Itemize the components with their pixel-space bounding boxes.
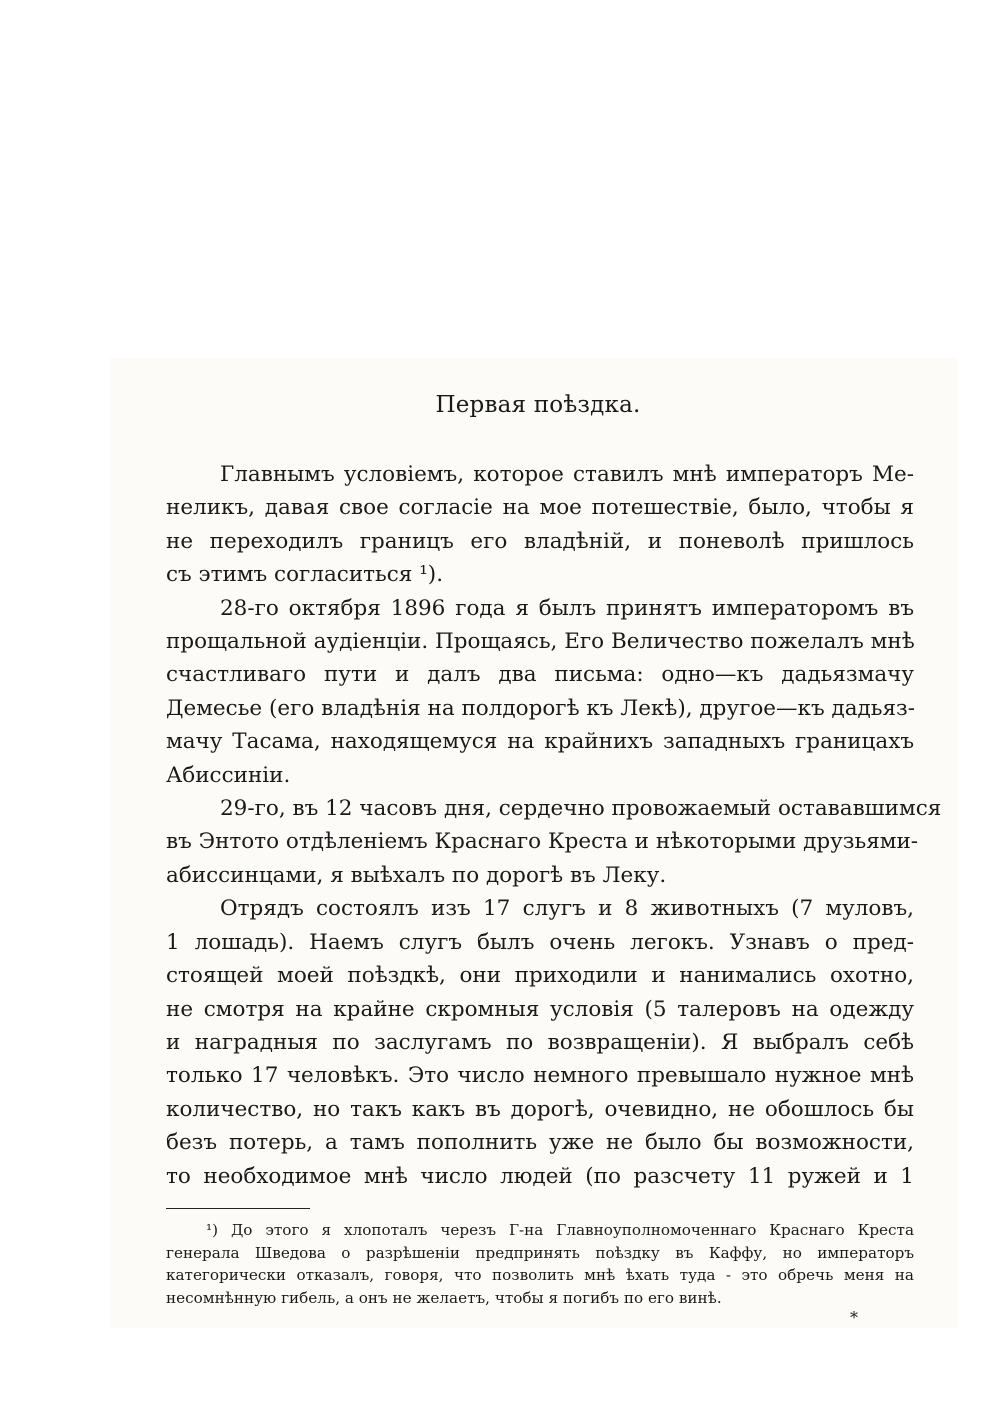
chapter-heading: Первая поѣздка.: [435, 392, 641, 418]
text-line: только 17 человѣкъ. Это число немного превышало нужное мнѣ: [166, 1063, 914, 1089]
text-line: мачу Тасама, находящемуся на крайнихъ западныхъ границахъ: [166, 729, 914, 755]
text-line: 28-го октября 1896 года я былъ принятъ императоромъ въ: [220, 595, 914, 621]
text-line: не смотря на крайне скромныя условія (5 талеровъ на одежду: [166, 996, 914, 1022]
signature-mark: *: [850, 1308, 858, 1327]
text-line: абиссинцами, я выѣхалъ по дорогѣ въ Леку.: [166, 862, 667, 888]
text-line: стоящей моей поѣздкѣ, они приходили и нанимались охотно,: [166, 963, 914, 989]
footnote-divider: [166, 1208, 310, 1209]
text-line: прощальной аудіенціи. Прощаясь, Его Величество пожелалъ мнѣ: [166, 629, 915, 655]
footnote: [166, 1219, 914, 1309]
text-line: то необходимое мнѣ число людей (по разсчету 11 ружей и 1: [166, 1163, 914, 1189]
footnote-line: ¹) До этого я хлопоталъ черезъ Г-на Главноуполномоченнаго Краснаго Креста: [206, 1221, 914, 1239]
footnote-line: категорически отказалъ, говоря, что позволить мнѣ ѣхать туда - это обречь меня на: [166, 1266, 914, 1285]
text-line: Главнымъ условіемъ, которое ставилъ мнѣ императоръ Ме-: [220, 462, 914, 487]
text-line: не переходилъ границъ его владѣній, и поневолѣ пришлось: [166, 528, 914, 554]
text-line: Абиссиніи.: [166, 762, 291, 788]
text-line: количество, но такъ какъ въ дорогѣ, очевидно, не обошлось бы: [166, 1096, 914, 1122]
text-line: неликъ, давая свое согласіе на мое потешествіе, было, чтобы я: [166, 495, 914, 521]
text-line: счастливаго пути и далъ два письма: одно—къ дадьязмачу: [166, 662, 914, 688]
text-line: Демесье (его владѣнія на полдорогѣ къ Лекѣ), другое—къ дадьяз-: [166, 695, 916, 721]
footnote-line: несомнѣнную гибель, а онъ не желаетъ, чтобы я погибъ по его винѣ.: [166, 1288, 722, 1307]
text-line: 1 лошадь). Наемъ слугъ былъ очень легокъ. Узнавъ о пред-: [166, 929, 914, 955]
text-line: съ этимъ согласиться ¹).: [166, 562, 444, 588]
text-line: 29-го, въ 12 часовъ дня, сердечно провожаемый остававшимся: [220, 796, 942, 822]
body-text: [166, 458, 942, 1193]
text-line: и наградныя по заслугамъ по возвращеніи). Я выбралъ себѣ: [166, 1029, 914, 1055]
text-line: Отрядъ состоялъ изъ 17 слугъ и 8 животныхъ (7 муловъ,: [220, 896, 914, 922]
footnote-line: генерала Шведова о разрѣшеніи предпринять поѣздку въ Каффу, но императоръ: [166, 1243, 914, 1262]
text-line: въ Энтото отдѣленіемъ Краснаго Креста и нѣкоторыми друзьями-: [166, 829, 919, 855]
text-line: безъ потерь, а тамъ пополнить уже не было бы возможности,: [166, 1130, 914, 1156]
